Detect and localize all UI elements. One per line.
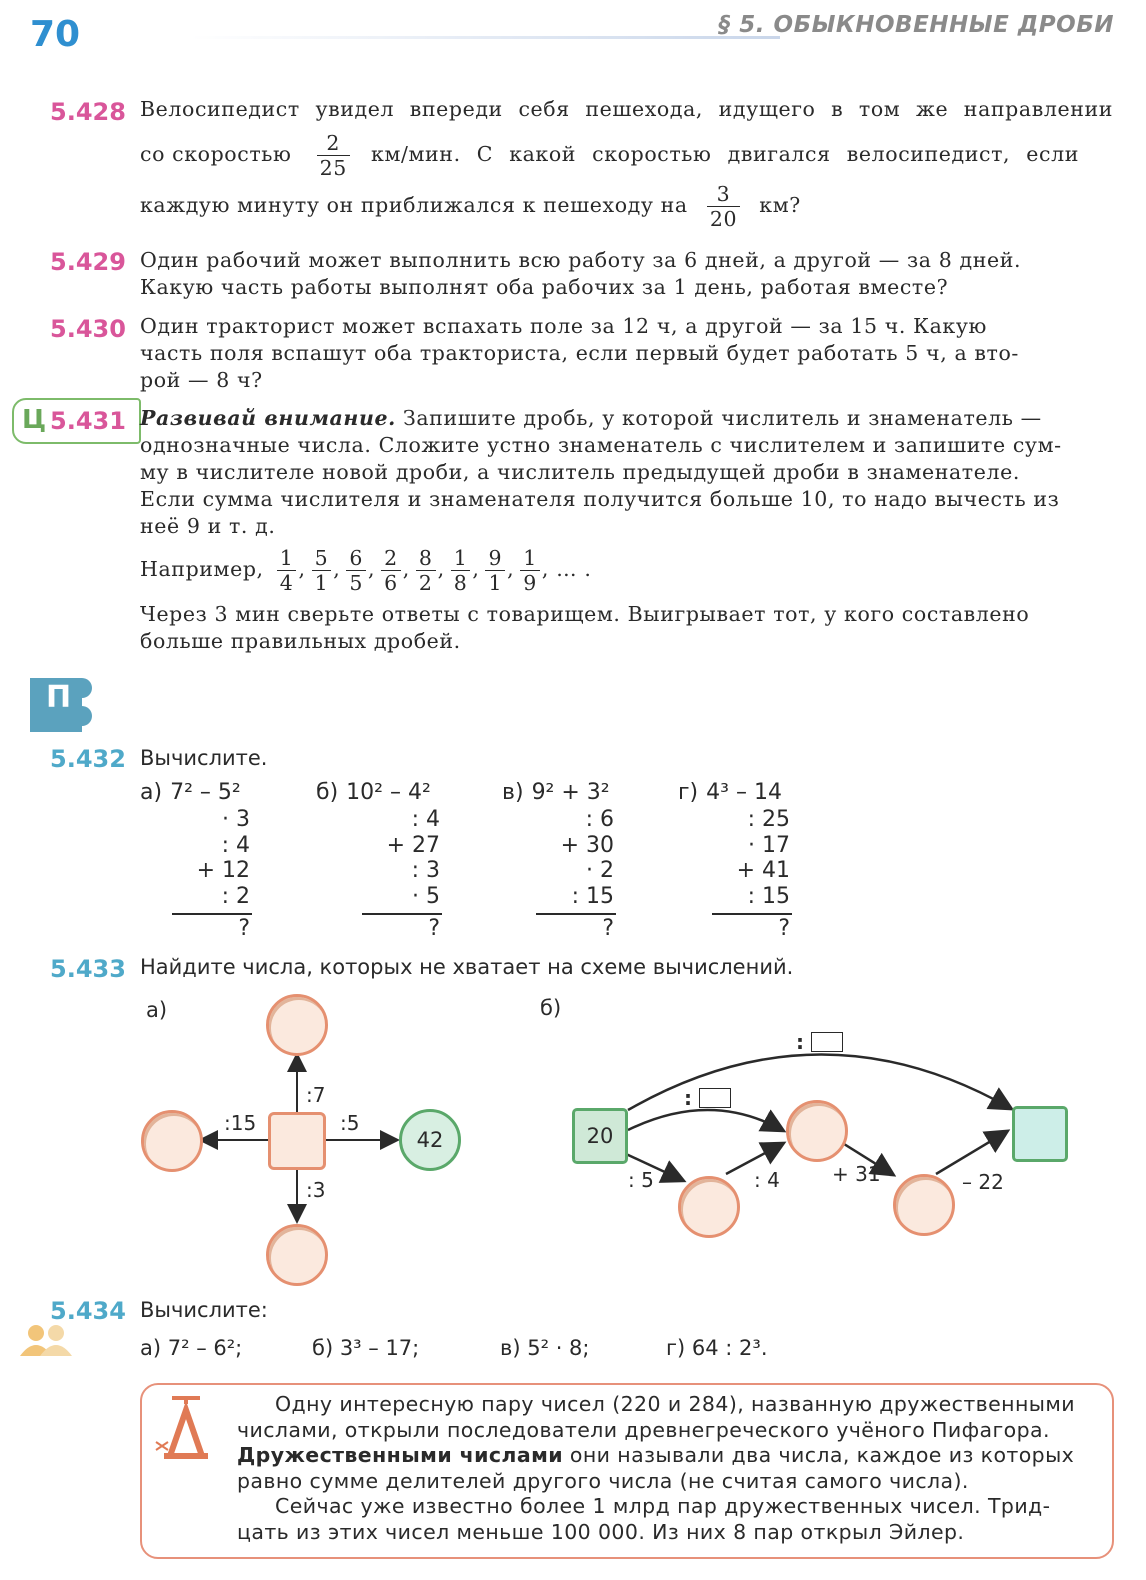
calc-operation: : 25 bbox=[747, 807, 790, 832]
text-line: однозначные числа. Сложите устно знаменатель с числителем и запишите сум- bbox=[140, 433, 1062, 457]
text-fragment: км? bbox=[759, 193, 801, 217]
fraction-sequence bbox=[271, 546, 550, 595]
denominator: 2 bbox=[418, 571, 433, 595]
problem-number-5-433: 5.433 bbox=[50, 955, 126, 983]
problem-5-430-text bbox=[140, 313, 1113, 394]
problem-number-5-430: 5.430 bbox=[50, 315, 126, 343]
fraction bbox=[317, 131, 350, 180]
text-line: Если сумма числителя и знаменателя получится больше 10, то надо вычесть из bbox=[140, 487, 1060, 511]
puzzle-icon-letter: П bbox=[46, 680, 72, 715]
text-line bbox=[140, 182, 1113, 231]
header-rule bbox=[190, 36, 780, 39]
page-number: 70 bbox=[30, 14, 81, 55]
problem-number-5-431: 5.431 bbox=[50, 407, 126, 435]
scheme-a-op-up: :7 bbox=[306, 1083, 326, 1107]
problem-5-434-item-d: г) 64 : 2³. bbox=[666, 1336, 768, 1360]
scheme-b-blank-mid[interactable] bbox=[699, 1088, 731, 1108]
text-line: числами, открыли последователи древнегреческого учёного Пифагора. bbox=[237, 1417, 1050, 1442]
numerator: 1 bbox=[451, 546, 471, 571]
text-line bbox=[140, 131, 1113, 180]
calc-label: в) bbox=[502, 780, 524, 805]
problem-5-434-item-a: а) 7² – 6²; bbox=[140, 1336, 243, 1360]
problem-number-5-434: 5.434 bbox=[50, 1297, 126, 1325]
ellipsis: … . bbox=[556, 557, 592, 581]
calc-rule bbox=[172, 913, 252, 915]
scheme-b-op-mid: : bbox=[684, 1086, 692, 1110]
denominator: 8 bbox=[453, 571, 468, 595]
term: Дружественными числами bbox=[237, 1443, 563, 1467]
numerator: 9 bbox=[485, 546, 505, 571]
calc-operation: : 4 bbox=[411, 807, 440, 832]
scheme-b-op-div5: : 5 bbox=[628, 1168, 654, 1192]
scheme-b-blank-top[interactable] bbox=[811, 1032, 843, 1052]
text-fragment: Запишите дробь, у которой числитель и знаменатель — bbox=[402, 406, 1042, 430]
calc-label: б) bbox=[316, 780, 339, 805]
calc-operation: + 27 bbox=[386, 832, 440, 858]
lead-phrase: Развивай внимание. bbox=[140, 406, 396, 430]
scheme-b-op-div4: : 4 bbox=[754, 1168, 780, 1192]
comma: , bbox=[333, 557, 341, 581]
scheme-a-op-down: :3 bbox=[306, 1178, 326, 1202]
calc-start bbox=[316, 780, 431, 805]
fraction bbox=[520, 546, 540, 595]
calc-result[interactable]: ? bbox=[778, 916, 790, 941]
fraction bbox=[277, 546, 297, 595]
pair-work-icon bbox=[18, 1322, 76, 1358]
problem-5-428-text bbox=[140, 96, 1113, 231]
calc-start-expr: 4³ – 14 bbox=[706, 780, 782, 805]
problem-number-5-429: 5.429 bbox=[50, 248, 126, 276]
fraction bbox=[312, 546, 332, 595]
calc-operation: : 6 bbox=[585, 807, 614, 832]
calc-start bbox=[678, 780, 782, 805]
calc-operation: + 30 bbox=[560, 832, 614, 858]
problem-5-434-item-c: в) 5² · 8; bbox=[500, 1336, 590, 1360]
calc-start-expr: 7² – 5² bbox=[170, 780, 241, 805]
text-line: Один тракторист может вспахать поле за 12 ч, а другой — за 15 ч. Какую bbox=[140, 314, 987, 338]
text-line: равно сумме делителей другого числа (не считая самого числа). bbox=[237, 1468, 969, 1493]
numerator: 3 bbox=[707, 182, 740, 207]
calc-label: г) bbox=[678, 780, 699, 805]
numerator: 5 bbox=[312, 546, 332, 571]
problem-5-429-text bbox=[140, 247, 1113, 301]
text-fragment: км/мин. С какой скоростью двигался велосипедист, если bbox=[371, 142, 1079, 166]
calc-start-expr: 9² + 3² bbox=[531, 780, 610, 805]
fraction bbox=[707, 182, 740, 231]
denominator: 5 bbox=[349, 571, 364, 595]
text-line: Одну интересную пару чисел (220 и 284), названную дружественными bbox=[275, 1392, 1075, 1416]
text-fragment: они называли два числа, каждое из которых bbox=[569, 1443, 1075, 1467]
problem-5-434-item-b: б) 3³ – 17; bbox=[312, 1336, 420, 1360]
scheme-a-center-square[interactable] bbox=[268, 1112, 326, 1170]
fraction bbox=[381, 546, 401, 595]
text-fragment: каждую минуту он приближался к пешеходу на bbox=[140, 193, 688, 217]
denominator: 20 bbox=[709, 207, 738, 231]
history-icon bbox=[150, 1394, 216, 1466]
denominator: 4 bbox=[279, 571, 294, 595]
numerator: 6 bbox=[346, 546, 366, 571]
text-line: Через 3 мин сверьте ответы с товарищем. Выигрывает тот, у кого составлено bbox=[140, 602, 1030, 626]
text-line bbox=[140, 405, 1113, 432]
text-fragment: со скоростью bbox=[140, 142, 292, 166]
scheme-a-top-circle[interactable] bbox=[266, 994, 328, 1056]
scheme-a-op-right: :5 bbox=[340, 1111, 360, 1135]
text-line: Какую часть работы выполнят оба рабочих за 1 день, работая вместе? bbox=[140, 275, 949, 299]
scheme-b-circle-3[interactable] bbox=[893, 1174, 955, 1236]
text-line: больше правильных дробей. bbox=[140, 629, 461, 653]
calc-operation: · 3 bbox=[222, 807, 250, 832]
fraction bbox=[485, 546, 505, 595]
info-box-text bbox=[237, 1392, 1093, 1545]
denominator: 25 bbox=[319, 156, 347, 180]
comma: , bbox=[402, 557, 410, 581]
problem-number-5-432: 5.432 bbox=[50, 745, 126, 773]
denominator: 1 bbox=[314, 571, 329, 595]
scheme-b-op-top: : bbox=[796, 1030, 804, 1054]
calc-label: а) bbox=[140, 780, 163, 805]
calc-result[interactable]: ? bbox=[238, 916, 250, 941]
comma: , bbox=[368, 557, 376, 581]
scheme-b-start-square: 20 bbox=[572, 1108, 628, 1164]
text-line: неё 9 и т. д. bbox=[140, 514, 276, 538]
calc-operation: : 15 bbox=[747, 883, 790, 909]
denominator: 6 bbox=[384, 571, 398, 595]
comma: , bbox=[437, 557, 445, 581]
scheme-a-label: а) bbox=[146, 998, 168, 1022]
comma: , bbox=[507, 557, 515, 581]
calc-rule bbox=[536, 913, 616, 915]
text-line: Сейчас уже известно более 1 млрд пар дружественных чисел. Трид- bbox=[275, 1494, 1051, 1518]
numerator: 2 bbox=[381, 546, 401, 571]
text-line: цать из этих чисел меньше 100 000. Из них 8 пар открыл Эйлер. bbox=[237, 1519, 965, 1544]
calc-start-expr: 10² – 4² bbox=[346, 780, 431, 805]
calc-operation: + 12 bbox=[196, 858, 250, 883]
scheme-a-bottom-circle[interactable] bbox=[266, 1224, 328, 1286]
calc-operation: : 15 bbox=[571, 883, 614, 909]
comma: , bbox=[541, 557, 550, 581]
text-line: Один рабочий может выполнить всю работу за 6 дней, а другой — за 8 дней. bbox=[140, 248, 1022, 272]
problem-5-434-title: Вычислите: bbox=[140, 1298, 268, 1322]
calc-operation: : 4 bbox=[221, 832, 250, 858]
scheme-b-circle-1[interactable] bbox=[678, 1176, 740, 1238]
calc-operation: : 3 bbox=[411, 858, 440, 883]
scheme-a-value-circle: 42 bbox=[399, 1109, 461, 1171]
numerator: 1 bbox=[277, 546, 297, 571]
comma: , bbox=[298, 557, 306, 581]
problem-5-431-text bbox=[140, 405, 1113, 655]
text-line bbox=[237, 1443, 1093, 1469]
comma: , bbox=[472, 557, 480, 581]
fraction bbox=[346, 546, 366, 595]
section-title: § 5. ОБЫКНОВЕННЫЕ ДРОБИ bbox=[718, 12, 1114, 38]
text-line: часть поля вспашут оба тракториста, если первый будет работать 5 ч, а вто- bbox=[140, 341, 1019, 365]
calc-start bbox=[140, 780, 241, 805]
example-label: Например, bbox=[140, 557, 264, 581]
text-line: му в числителе новой дроби, а числитель предыдущей дроби в знаменателе. bbox=[140, 460, 1020, 484]
calc-result[interactable]: ? bbox=[428, 916, 440, 941]
calc-operation: · 2 bbox=[586, 858, 614, 883]
problem-number-5-428: 5.428 bbox=[50, 98, 126, 126]
numerator: 8 bbox=[416, 546, 436, 571]
calc-operation: · 5 bbox=[412, 883, 440, 909]
denominator: 1 bbox=[488, 571, 503, 595]
competition-badge-letter: Ц bbox=[22, 405, 47, 435]
calc-rule bbox=[362, 913, 442, 915]
calc-start bbox=[502, 780, 610, 805]
fraction bbox=[416, 546, 436, 595]
fraction bbox=[451, 546, 471, 595]
numerator: 1 bbox=[520, 546, 540, 571]
scheme-b-op-minus: – 22 bbox=[962, 1170, 1004, 1194]
scheme-b-label: б) bbox=[540, 996, 562, 1020]
scheme-b-op-plus: + 31 bbox=[832, 1162, 881, 1186]
problem-5-432-title: Вычислите. bbox=[140, 746, 268, 770]
calc-operation: · 17 bbox=[748, 832, 790, 858]
text-line: рой — 8 ч? bbox=[140, 368, 263, 392]
scheme-b-end-square[interactable] bbox=[1012, 1106, 1068, 1162]
calc-rule bbox=[712, 913, 792, 915]
calc-operation: : 2 bbox=[221, 883, 250, 909]
scheme-b-circle-2[interactable] bbox=[786, 1100, 848, 1162]
calc-result[interactable]: ? bbox=[602, 916, 614, 941]
problem-5-433-title: Найдите числа, которых не хватает на схеме вычислений. bbox=[140, 955, 794, 979]
scheme-a-left-circle[interactable] bbox=[141, 1110, 203, 1172]
scheme-a-op-left: :15 bbox=[224, 1111, 257, 1135]
numerator: 2 bbox=[317, 131, 350, 156]
example-line bbox=[140, 546, 1113, 595]
text-line: Велосипедист увидел впереди себя пешехода, идущего в том же направлении bbox=[140, 97, 1113, 121]
denominator: 9 bbox=[523, 571, 537, 595]
calc-operation: + 41 bbox=[736, 858, 790, 883]
